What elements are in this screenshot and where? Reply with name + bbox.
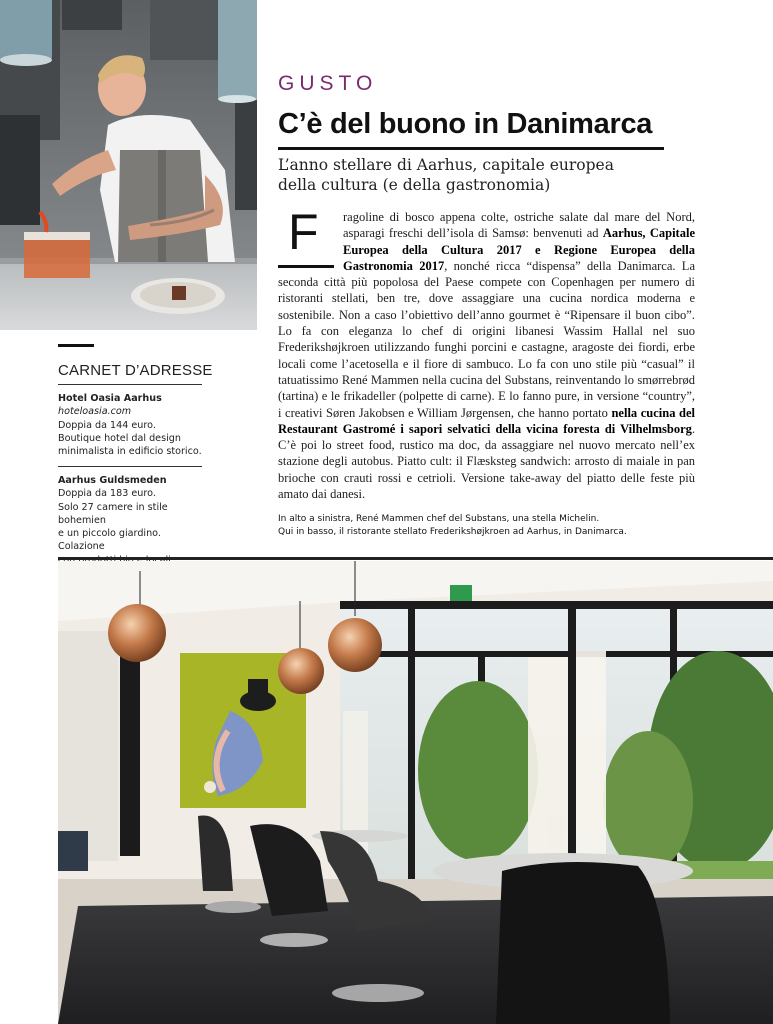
chef-photo [0,0,257,330]
photo-top-rule [58,557,773,560]
headline-rule [278,147,664,150]
hotel-entry-guldsmeden [58,474,208,567]
article-headline: C’è del buono in Danimarca [278,108,653,140]
sidebar-divider [58,466,202,467]
drop-cap-spacer [278,204,343,261]
body-text-part: , nonché ricca “dispensa” della Danimarca. La seconda città più popolosa del Paese compete con Copenhagen per numero di ristoranti stellati, ben tre, dove assaggiare una cucina nordica moderna e sostenibile. Non a caso l’obiettivo dell’anno gourmet è “Ripensare il buon cibo”. Lo fa con eleganza lo chef di origini libanesi Wassim Hallal nel suo Frederikshøjkroen utilizzando funghi porcini e castagne, aragoste dei fiordi, erbe locali come l’acetosella e il fiore di sambuco. Lo fa con uno stile più “casual” il tatuatissimo René Mammen nella cucina del Substans, reinventando lo smørrebrød (tartina) e le frikadeller (polpette di carne). E lo fanno pure, in versione “country”, i creativi Søren Jakobsen e William Jørgensen, che hanno portato [278,258,695,420]
caption-line: Qui in basso, il ristorante stellato Frederikshøjkroen ad Aarhus, in Danimarca. [278,527,627,538]
body-text-bold: Aarhus, Capitale Europea della Cultura 2017 e Regione Europea della Gastronomia 2017 [343,226,695,273]
body-text-bold: nella cucina del Restaurant Gastromé i sapori selvatici della vicina foresta di Vilhelmsborg [278,405,695,436]
caption-line: In alto a sinistra, René Mammen chef del Substans, una stella Michelin. [278,514,600,524]
section-label: GUSTO [278,72,378,95]
body-text-part: ragoline di bosco appena colte, ostriche salate dal mare del Nord, asparagi freschi dell’isola di Samsø: benvenuti ad [343,210,695,241]
hotel-name: Aarhus Guldsmeden [58,475,167,486]
sidebar-title: CARNET D’ADRESSE [58,362,213,379]
standfirst-line: L’anno stellare di Aarhus, capitale europea [278,156,614,174]
hotel-detail: e un piccolo giardino. Colazione [58,528,161,553]
article-body [278,204,695,502]
restaurant-photo [58,561,773,1024]
photo-caption [278,513,718,540]
restaurant-photo-illustration [58,561,773,1024]
hotel-detail: Doppia da 183 euro. [58,488,156,500]
hotel-name: Hotel Oasia Aarhus [58,393,162,404]
hotel-detail: Doppia da 144 euro. [58,419,156,431]
sidebar-rule [58,344,94,347]
drop-cap: F [288,204,319,260]
standfirst-line: della cultura (e della gastronomia) [278,176,551,194]
hotel-detail: Boutique hotel dal design [58,432,181,444]
article-standfirst [278,155,678,195]
hotel-detail: Solo 27 camere in stile bohemien [58,501,168,526]
body-text-part: . C’è poi lo street food, rustico ma doc, da assaggiare nel nuovo mercato nell’ex stazione degli autobus. Piatto cult: il Flæsksteg sandwich: arrosto di maiale in pan brioche con crauti rossi e cetrioli. Versione take-away del piatto delle feste più amato dai danesi. [278,421,695,502]
hotel-detail: minimalista in edificio storico. [58,446,202,458]
sidebar-divider [58,384,202,385]
chef-photo-illustration [0,0,257,330]
hotel-website[interactable]: hoteloasia.com [58,406,132,418]
hotel-entry-oasia [58,392,208,458]
